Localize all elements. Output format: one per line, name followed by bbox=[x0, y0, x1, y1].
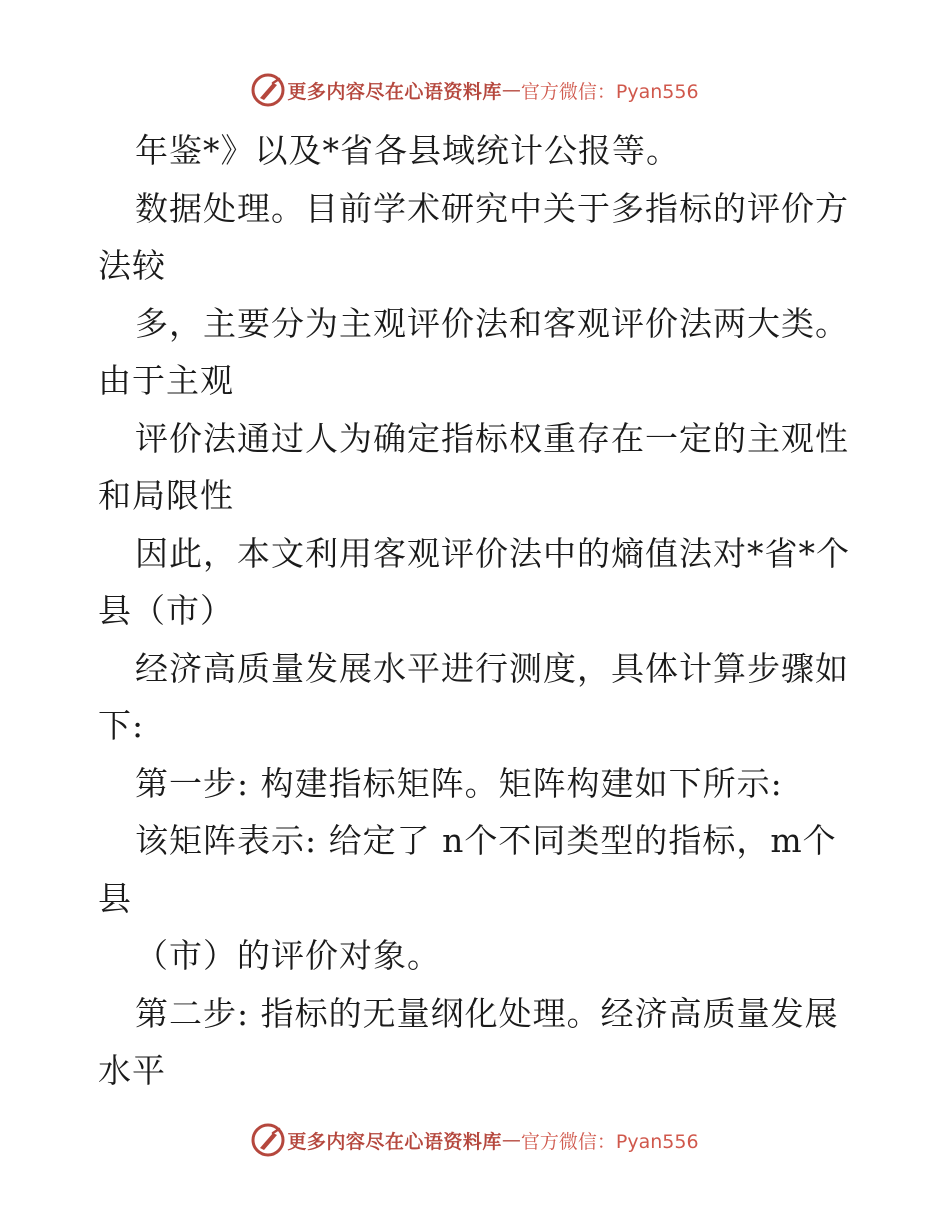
body-line: 第一步: 构建指标矩阵。矩阵构建如下所示: bbox=[135, 763, 783, 803]
body-line: 和局限性 bbox=[98, 476, 234, 515]
banner-separator: — bbox=[501, 79, 521, 101]
feather-pen-logo-icon bbox=[251, 1123, 285, 1157]
body-line: 县（市） bbox=[98, 591, 234, 630]
body-line: （市）的评价对象。 bbox=[135, 936, 441, 975]
banner-wechat: 官方微信：Pyan556 bbox=[520, 1130, 699, 1153]
header-watermark-banner bbox=[0, 70, 950, 110]
body-line: 因此，本文利用客观评价法中的熵值法对*省*个 bbox=[135, 533, 850, 573]
banner-separator: — bbox=[501, 1129, 521, 1151]
body-line: 数据处理。目前学术研究中关于多指标的评价方 bbox=[135, 188, 849, 228]
body-line: 经济高质量发展水平进行测度，具体计算步骤如 bbox=[135, 648, 849, 688]
body-line: 第二步: 指标的无量纲化处理。经济高质量发展 bbox=[135, 993, 839, 1033]
body-line: 年鉴*》以及*省各县域统计公报等。 bbox=[135, 131, 680, 170]
banner-text: 更多内容尽在心语资料库 bbox=[287, 1130, 502, 1153]
feather-pen-logo-icon bbox=[251, 73, 285, 107]
body-line: 评价法通过人为确定指标权重存在一定的主观性 bbox=[135, 418, 849, 458]
body-line: 下: bbox=[98, 706, 145, 745]
document-body bbox=[98, 122, 858, 1100]
body-line: 该矩阵表示: 给定了 n个不同类型的指标，m个 bbox=[135, 821, 837, 860]
banner-text: 更多内容尽在心语资料库 bbox=[287, 80, 502, 103]
banner-wechat: 官方微信：Pyan556 bbox=[520, 80, 699, 103]
body-line: 法较 bbox=[98, 246, 166, 285]
body-line: 由于主观 bbox=[98, 361, 234, 400]
body-line: 多，主要分为主观评价法和客观评价法两大类。 bbox=[135, 303, 849, 343]
body-line: 水平 bbox=[98, 1051, 166, 1090]
footer-watermark-banner bbox=[0, 1120, 950, 1160]
body-line: 县 bbox=[98, 878, 132, 918]
